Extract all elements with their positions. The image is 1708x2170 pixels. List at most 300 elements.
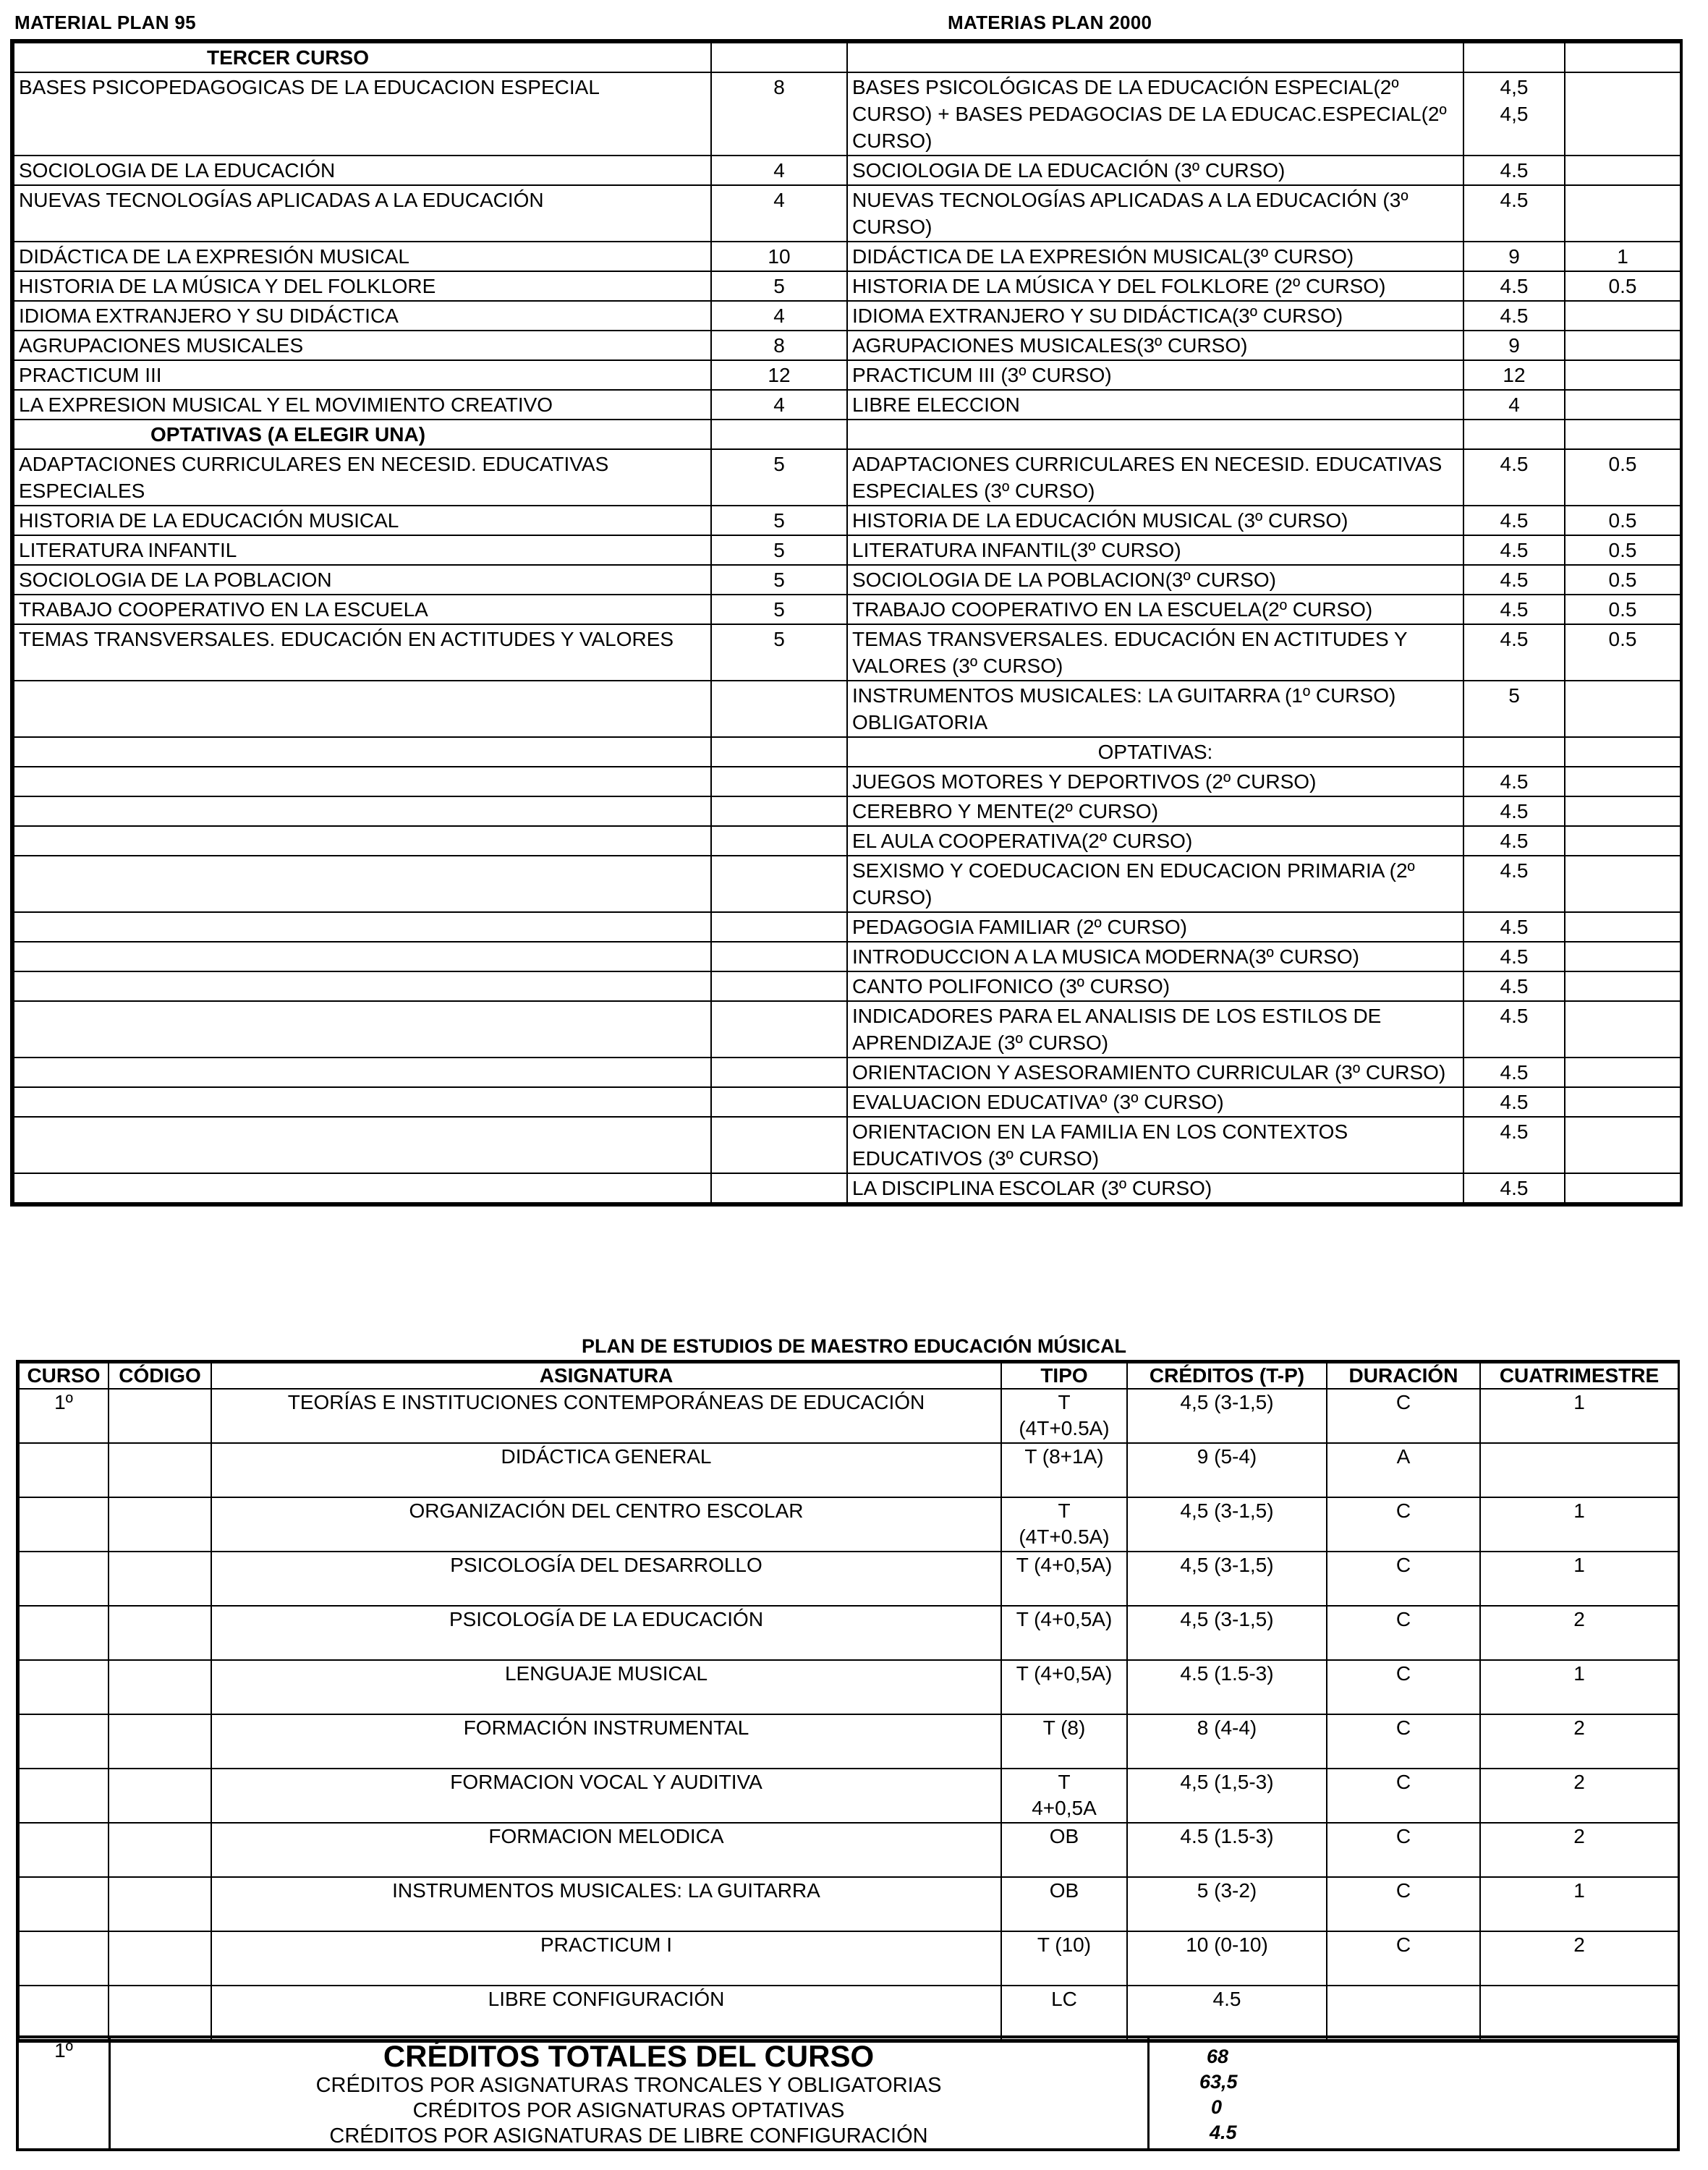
plan2000-optativa-row xyxy=(14,912,1681,942)
plan95-subject xyxy=(14,1087,711,1117)
plan-curso xyxy=(19,1769,109,1823)
plan2000-subject: INSTRUMENTOS MUSICALES: LA GUITARRA (1º CURSO) OBLIGATORIA xyxy=(847,681,1463,737)
plan95-credits: 5 xyxy=(711,271,847,301)
plan2000-extra-credits: 0.5 xyxy=(1565,535,1681,565)
plan2000-optativa-credits: 4.5 xyxy=(1463,826,1565,856)
plan2000-optativas-label: OPTATIVAS: xyxy=(847,737,1463,767)
plan-curso xyxy=(19,1606,109,1660)
plan2000-optativa-credits: 4.5 xyxy=(1463,971,1565,1001)
plan2000-credits: 4.5 xyxy=(1463,156,1565,185)
totals-block xyxy=(16,2035,1680,2151)
plan95-credits xyxy=(711,1001,847,1058)
plan-creditos: 8 (4-4) xyxy=(1127,1714,1327,1769)
plan2000-optativa-name: CEREBRO Y MENTE(2º CURSO) xyxy=(847,796,1463,826)
col-duracion: DURACIÓN xyxy=(1327,1363,1480,1389)
plan-cuatrimestre: 2 xyxy=(1480,1714,1678,1769)
plan-asignatura: PSICOLOGÍA DE LA EDUCACIÓN xyxy=(211,1606,1001,1660)
plan-asignatura: FORMACION MELODICA xyxy=(211,1823,1001,1877)
comparison-row xyxy=(14,360,1681,390)
plan-curso xyxy=(19,1714,109,1769)
plan-creditos: 4,5 (1,5-3) xyxy=(1127,1769,1327,1823)
plan2000-subject: LIBRE ELECCION xyxy=(847,390,1463,420)
plan2000-optativa-row xyxy=(14,1173,1681,1203)
plan-cuatrimestre xyxy=(1480,1443,1678,1497)
plan-table xyxy=(16,1360,1680,2043)
new-credits-cell xyxy=(1463,43,1565,72)
plan-duracion: C xyxy=(1327,1877,1480,1931)
cell-line: 4,5 xyxy=(1500,76,1529,98)
plan2000-subject: LITERATURA INFANTIL(3º CURSO) xyxy=(847,535,1463,565)
plan-tipo: T (10) xyxy=(1001,1931,1127,1986)
plan95-credits: 5 xyxy=(711,506,847,535)
plan95-subject xyxy=(14,971,711,1001)
old-credits-cell xyxy=(711,43,847,72)
plan2000-credits: 4.5 xyxy=(1463,185,1565,242)
plan95-subject xyxy=(14,1173,711,1203)
plan95-credits xyxy=(711,796,847,826)
plan-codigo xyxy=(109,1877,211,1931)
plan2000-optativa-name: CANTO POLIFONICO (3º CURSO) xyxy=(847,971,1463,1001)
plan2000-credits: 4.5 xyxy=(1463,624,1565,681)
plan95-subject xyxy=(14,737,711,767)
plan-cuatrimestre: 2 xyxy=(1480,1606,1678,1660)
plan-row xyxy=(19,1443,1678,1497)
extra-credits-cell xyxy=(1565,43,1681,72)
section-optativas xyxy=(14,420,711,449)
col-curso: CURSO xyxy=(19,1363,109,1389)
cell-line: 4+0,5A xyxy=(1032,1797,1097,1819)
plan-duracion: A xyxy=(1327,1443,1480,1497)
plan95-credits xyxy=(711,681,847,737)
col-codigo: CÓDIGO xyxy=(109,1363,211,1389)
plan-codigo xyxy=(109,1823,211,1877)
col-creditos: CRÉDITOS (T-P) xyxy=(1127,1363,1327,1389)
plan95-credits: 4 xyxy=(711,156,847,185)
plan-row xyxy=(19,1931,1678,1986)
plan2000-optativa-credits: 4.5 xyxy=(1463,796,1565,826)
plan95-subject xyxy=(14,1058,711,1087)
plan-tipo xyxy=(1001,1769,1127,1823)
plan-asignatura: PRACTICUM I xyxy=(211,1931,1001,1986)
plan2000-credits: 9 xyxy=(1463,242,1565,271)
plan2000-optativa-name: SEXISMO Y COEDUCACION EN EDUCACION PRIMARIA (2º CURSO) xyxy=(847,856,1463,912)
plan-cuatrimestre: 1 xyxy=(1480,1552,1678,1606)
plan2000-optativa-name: INDICADORES PARA EL ANALISIS DE LOS ESTILOS DE APRENDIZAJE (3º CURSO) xyxy=(847,1001,1463,1058)
comparison-row xyxy=(14,301,1681,331)
section-tercer-curso xyxy=(14,43,711,72)
plan2000-credits: 4.5 xyxy=(1463,535,1565,565)
plan-tipo xyxy=(1001,1497,1127,1552)
plan-asignatura: ORGANIZACIÓN DEL CENTRO ESCOLAR xyxy=(211,1497,1001,1552)
plan-codigo xyxy=(109,1714,211,1769)
comparison-row xyxy=(14,390,1681,420)
plan-asignatura: FORMACION VOCAL Y AUDITIVA xyxy=(211,1769,1001,1823)
plan-row xyxy=(19,1714,1678,1769)
plan-duracion: C xyxy=(1327,1714,1480,1769)
plan-codigo xyxy=(109,1389,211,1443)
plan95-subject: SOCIOLOGIA DE LA EDUCACIÓN xyxy=(14,156,711,185)
plan95-subject: HISTORIA DE LA EDUCACIÓN MUSICAL xyxy=(14,506,711,535)
plan95-subject: PRACTICUM III xyxy=(14,360,711,390)
cell-line: T xyxy=(1058,1499,1071,1522)
plan95-subject: LITERATURA INFANTIL xyxy=(14,535,711,565)
header-plan-95: MATERIAL PLAN 95 xyxy=(14,12,196,33)
totals-main-label: CRÉDITOS TOTALES DEL CURSO xyxy=(383,2039,875,2073)
cell-line: T xyxy=(1058,1391,1071,1413)
plan95-subject: IDIOMA EXTRANJERO Y SU DIDÁCTICA xyxy=(14,301,711,331)
plan-tipo: T (4+0,5A) xyxy=(1001,1552,1127,1606)
plan95-subject xyxy=(14,1117,711,1173)
plan2000-extra-credits xyxy=(1565,1001,1681,1058)
plan-tipo: T (8+1A) xyxy=(1001,1443,1127,1497)
plan-duracion: C xyxy=(1327,1769,1480,1823)
plan2000-optativa-row xyxy=(14,856,1681,912)
plan95-subject: HISTORIA DE LA MÚSICA Y DEL FOLKLORE xyxy=(14,271,711,301)
plan2000-extra-credits: 1 xyxy=(1565,242,1681,271)
plan2000-extra-credits xyxy=(1565,971,1681,1001)
plan-header-row xyxy=(19,1363,1678,1389)
comparison-row xyxy=(14,156,1681,185)
plan2000-subject: HISTORIA DE LA MÚSICA Y DEL FOLKLORE (2º CURSO) xyxy=(847,271,1463,301)
plan95-credits xyxy=(711,767,847,796)
plan2000-extra-credits xyxy=(1565,1058,1681,1087)
plan2000-optativa-name: INTRODUCCION A LA MUSICA MODERNA(3º CURSO) xyxy=(847,942,1463,971)
plan2000-optativa-row xyxy=(14,1087,1681,1117)
plan2000-optativa-row xyxy=(14,1001,1681,1058)
comparison-row xyxy=(14,595,1681,624)
plan2000-optativa-credits: 4.5 xyxy=(1463,912,1565,942)
plan95-credits xyxy=(711,1117,847,1173)
new-credits-cell xyxy=(1463,420,1565,449)
plan-curso xyxy=(19,1931,109,1986)
plan2000-subject: IDIOMA EXTRANJERO Y SU DIDÁCTICA(3º CURSO) xyxy=(847,301,1463,331)
plan2000-optativa-row xyxy=(14,942,1681,971)
plan95-subject: TRABAJO COOPERATIVO EN LA ESCUELA xyxy=(14,595,711,624)
plan-duracion: C xyxy=(1327,1497,1480,1552)
plan-duracion: C xyxy=(1327,1552,1480,1606)
plan2000-credits xyxy=(1463,72,1565,156)
plan95-subject: ADAPTACIONES CURRICULARES EN NECESID. EDUCATIVAS ESPECIALES xyxy=(14,449,711,506)
plan-duracion: C xyxy=(1327,1823,1480,1877)
plan95-subject: BASES PSICOPEDAGOGICAS DE LA EDUCACION ESPECIAL xyxy=(14,72,711,156)
plan2000-subject: PRACTICUM III (3º CURSO) xyxy=(847,360,1463,390)
plan-codigo xyxy=(109,1931,211,1986)
plan-tipo: T (4+0,5A) xyxy=(1001,1606,1127,1660)
new-subject-cell xyxy=(847,420,1463,449)
plan2000-optativa-credits: 4.5 xyxy=(1463,1117,1565,1173)
plan2000-extra-credits: 0.5 xyxy=(1565,449,1681,506)
plan2000-subject: DIDÁCTICA DE LA EXPRESIÓN MUSICAL(3º CURSO) xyxy=(847,242,1463,271)
plan95-subject xyxy=(14,912,711,942)
plan2000-credits: 4.5 xyxy=(1463,595,1565,624)
comparison-row xyxy=(14,72,1681,156)
plan-curso xyxy=(19,1552,109,1606)
totals-values xyxy=(1149,2038,1670,2148)
plan-codigo xyxy=(109,1443,211,1497)
plan-creditos: 4,5 (3-1,5) xyxy=(1127,1497,1327,1552)
plan2000-optativa-name: PEDAGOGIA FAMILIAR (2º CURSO) xyxy=(847,912,1463,942)
plan95-credits: 8 xyxy=(711,331,847,360)
plan95-subject xyxy=(14,796,711,826)
cell-line: T xyxy=(1058,1771,1071,1793)
plan95-subject xyxy=(14,767,711,796)
plan95-subject xyxy=(14,681,711,737)
plan95-subject: AGRUPACIONES MUSICALES xyxy=(14,331,711,360)
plan2000-optativa-credits: 4.5 xyxy=(1463,856,1565,912)
comparison-row xyxy=(14,242,1681,271)
cell-line: (4T+0.5A) xyxy=(1019,1526,1110,1548)
plan2000-extra-credits xyxy=(1565,360,1681,390)
plan-asignatura: TEORÍAS E INSTITUCIONES CONTEMPORÁNEAS DE EDUCACIÓN xyxy=(211,1389,1001,1443)
plan2000-extra-credits xyxy=(1565,185,1681,242)
plan-codigo xyxy=(109,1606,211,1660)
plan-creditos: 9 (5-4) xyxy=(1127,1443,1327,1497)
plan2000-optativa-credits: 4.5 xyxy=(1463,1173,1565,1203)
plan2000-subject: TEMAS TRANSVERSALES. EDUCACIÓN EN ACTITUDES Y VALORES (3º CURSO) xyxy=(847,624,1463,681)
plan-duracion: C xyxy=(1327,1606,1480,1660)
plan2000-subject: ADAPTACIONES CURRICULARES EN NECESID. EDUCATIVAS ESPECIALES (3º CURSO) xyxy=(847,449,1463,506)
plan2000-subject: SOCIOLOGIA DE LA POBLACION(3º CURSO) xyxy=(847,565,1463,595)
totals-libre-value: 4.5 xyxy=(1210,2122,1237,2143)
plan-creditos: 10 (0-10) xyxy=(1127,1931,1327,1986)
plan-tipo: OB xyxy=(1001,1877,1127,1931)
section-optativas-row xyxy=(14,420,1681,449)
comparison-row xyxy=(14,506,1681,535)
plan2000-extra-credits: 0.5 xyxy=(1565,595,1681,624)
plan-codigo xyxy=(109,1552,211,1606)
plan-row xyxy=(19,1660,1678,1714)
plan95-credits: 5 xyxy=(711,624,847,681)
plan95-credits xyxy=(711,912,847,942)
plan-asignatura: FORMACIÓN INSTRUMENTAL xyxy=(211,1714,1001,1769)
comparison-table xyxy=(10,39,1683,1207)
plan2000-extra-credits xyxy=(1565,390,1681,420)
plan-curso xyxy=(19,1497,109,1552)
plan2000-extra-credits xyxy=(1565,767,1681,796)
section-tercer-curso-row xyxy=(14,43,1681,72)
plan-curso xyxy=(19,1660,109,1714)
plan95-credits xyxy=(711,971,847,1001)
plan2000-optativa-credits: 4.5 xyxy=(1463,1087,1565,1117)
plan-tipo xyxy=(1001,1389,1127,1443)
col-tipo: TIPO xyxy=(1001,1363,1127,1389)
plan-curso: 1º xyxy=(19,1389,109,1443)
plan-tipo: OB xyxy=(1001,1823,1127,1877)
totals-optativas-label: CRÉDITOS POR ASIGNATURAS OPTATIVAS xyxy=(412,2099,845,2122)
plan95-credits: 10 xyxy=(711,242,847,271)
plan-row xyxy=(19,1606,1678,1660)
plan2000-extra-credits xyxy=(1565,942,1681,971)
plan-tipo: T (4+0,5A) xyxy=(1001,1660,1127,1714)
plan2000-extra-credits: 0.5 xyxy=(1565,506,1681,535)
plan2000-optativa-name: EVALUACION EDUCATIVAº (3º CURSO) xyxy=(847,1087,1463,1117)
plan-curso xyxy=(19,1823,109,1877)
plan-row xyxy=(19,1823,1678,1877)
old-credits-cell xyxy=(711,420,847,449)
plan95-credits: 5 xyxy=(711,595,847,624)
header-plan-2000: MATERIAS PLAN 2000 xyxy=(948,12,1152,33)
plan95-subject xyxy=(14,942,711,971)
plan95-credits xyxy=(711,942,847,971)
plan2000-optativa-credits: 4.5 xyxy=(1463,942,1565,971)
new-subject-cell xyxy=(847,43,1463,72)
plan-codigo xyxy=(109,1986,211,2040)
plan-curso xyxy=(19,1443,109,1497)
plan-codigo xyxy=(109,1497,211,1552)
plan2000-optativa-credits: 4.5 xyxy=(1463,767,1565,796)
comparison-row xyxy=(14,565,1681,595)
cell-line: (4T+0.5A) xyxy=(1019,1417,1110,1439)
plan95-subject: LA EXPRESION MUSICAL Y EL MOVIMIENTO CREATIVO xyxy=(14,390,711,420)
plan-codigo xyxy=(109,1769,211,1823)
plan2000-extra-credits xyxy=(1565,72,1681,156)
plan-cuatrimestre xyxy=(1480,1986,1678,2040)
plan2000-optativa-row xyxy=(14,796,1681,826)
plan2000-extra-credits xyxy=(1565,301,1681,331)
plan-cuatrimestre: 2 xyxy=(1480,1931,1678,1986)
plan95-subject: TEMAS TRANSVERSALES. EDUCACIÓN EN ACTITUDES Y VALORES xyxy=(14,624,711,681)
plan2000-credits: 4 xyxy=(1463,390,1565,420)
plan-table-body xyxy=(19,1389,1678,2040)
plan2000-extra-credits xyxy=(1565,681,1681,737)
plan-row xyxy=(19,1552,1678,1606)
plan2000-optativa-name: JUEGOS MOTORES Y DEPORTIVOS (2º CURSO) xyxy=(847,767,1463,796)
plan2000-optativa-row xyxy=(14,971,1681,1001)
plan2000-optativa-row xyxy=(14,1058,1681,1087)
plan95-credits: 12 xyxy=(711,360,847,390)
plan2000-credits: 4.5 xyxy=(1463,565,1565,595)
plan2000-credits: 4.5 xyxy=(1463,506,1565,535)
comparison-row xyxy=(14,185,1681,242)
section-tercer-curso-label: TERCER CURSO xyxy=(206,46,369,69)
plan2000-subject: SOCIOLOGIA DE LA EDUCACIÓN (3º CURSO) xyxy=(847,156,1463,185)
plan-asignatura: LENGUAJE MUSICAL xyxy=(211,1660,1001,1714)
plan2000-extra-credits xyxy=(1565,1087,1681,1117)
plan-asignatura: PSICOLOGÍA DEL DESARROLLO xyxy=(211,1552,1001,1606)
plan95-credits xyxy=(711,826,847,856)
plan-cuatrimestre: 2 xyxy=(1480,1823,1678,1877)
totals-labels xyxy=(110,2038,1150,2148)
cell-line: 4,5 xyxy=(1500,103,1529,125)
plan-tipo: T (8) xyxy=(1001,1714,1127,1769)
plan-duracion: C xyxy=(1327,1389,1480,1443)
plan2000-optativa-row xyxy=(14,1117,1681,1173)
plan2000-optativa-name: EL AULA COOPERATIVA(2º CURSO) xyxy=(847,826,1463,856)
plan-creditos: 4.5 (1.5-3) xyxy=(1127,1660,1327,1714)
plan95-credits: 4 xyxy=(711,185,847,242)
plan2000-extra-credits xyxy=(1565,1173,1681,1203)
totals-troncales-label: CRÉDITOS POR ASIGNATURAS TRONCALES Y OBLIGATORIAS xyxy=(315,2074,942,2097)
plan-creditos: 5 (3-2) xyxy=(1127,1877,1327,1931)
plan95-credits xyxy=(711,856,847,912)
plan95-subject: NUEVAS TECNOLOGÍAS APLICADAS A LA EDUCACIÓN xyxy=(14,185,711,242)
plan-asignatura: LIBRE CONFIGURACIÓN xyxy=(211,1986,1001,2040)
plan95-subject xyxy=(14,1001,711,1058)
plan2000-credits: 4.5 xyxy=(1463,449,1565,506)
plan2000-credits: 4.5 xyxy=(1463,271,1565,301)
plan2000-optativa-name: ORIENTACION Y ASESORAMIENTO CURRICULAR (3º CURSO) xyxy=(847,1058,1463,1087)
plan-cuatrimestre: 1 xyxy=(1480,1877,1678,1931)
plan-duracion: C xyxy=(1327,1931,1480,1986)
plan95-credits: 5 xyxy=(711,449,847,506)
plan95-credits xyxy=(711,737,847,767)
plan2000-credits: 9 xyxy=(1463,331,1565,360)
plan95-credits: 5 xyxy=(711,565,847,595)
plan2000-extra-credits xyxy=(1565,1117,1681,1173)
plan95-credits xyxy=(711,1087,847,1117)
plan95-subject xyxy=(14,856,711,912)
col-cuatrimestre: CUATRIMESTRE xyxy=(1480,1363,1678,1389)
plan-asignatura: DIDÁCTICA GENERAL xyxy=(211,1443,1001,1497)
plan2000-extra-credits: 0.5 xyxy=(1565,624,1681,681)
plan-cuatrimestre: 2 xyxy=(1480,1769,1678,1823)
plan2000-credits: 4.5 xyxy=(1463,301,1565,331)
plan-creditos: 4,5 (3-1,5) xyxy=(1127,1552,1327,1606)
plan-row xyxy=(19,1986,1678,2040)
plan-tipo: LC xyxy=(1001,1986,1127,2040)
plan95-credits: 4 xyxy=(711,390,847,420)
plan-duracion xyxy=(1327,1986,1480,2040)
comparison-row xyxy=(14,624,1681,681)
plan2000-subject: HISTORIA DE LA EDUCACIÓN MUSICAL (3º CURSO) xyxy=(847,506,1463,535)
totals-optativas-value: 0 xyxy=(1211,2096,1223,2118)
plan-title: PLAN DE ESTUDIOS DE MAESTRO EDUCACIÓN MÚSICAL xyxy=(581,1335,1127,1357)
totals-libre-label: CRÉDITOS POR ASIGNATURAS DE LIBRE CONFIGURACIÓN xyxy=(329,2124,928,2148)
plan-cuatrimestre: 1 xyxy=(1480,1389,1678,1443)
comparison-table-body xyxy=(14,43,1681,1203)
totals-troncales-value: 63,5 xyxy=(1199,2071,1238,2093)
plan2000-credits xyxy=(1463,737,1565,767)
plan95-credits xyxy=(711,1058,847,1087)
plan2000-credits: 5 xyxy=(1463,681,1565,737)
plan-duracion: C xyxy=(1327,1660,1480,1714)
plan95-credits: 5 xyxy=(711,535,847,565)
plan-row xyxy=(19,1389,1678,1443)
plan-creditos: 4.5 xyxy=(1127,1986,1327,2040)
plan2000-extra-credits xyxy=(1565,156,1681,185)
plan2000-optativa-credits: 4.5 xyxy=(1463,1058,1565,1087)
plan2000-subject: AGRUPACIONES MUSICALES(3º CURSO) xyxy=(847,331,1463,360)
plan95-subject: DIDÁCTICA DE LA EXPRESIÓN MUSICAL xyxy=(14,242,711,271)
totals-total-value: 68 xyxy=(1207,2046,1229,2067)
comparison-row xyxy=(14,331,1681,360)
plan2000-extra-credits: 0.5 xyxy=(1565,565,1681,595)
plan-creditos: 4,5 (3-1,5) xyxy=(1127,1606,1327,1660)
plan2000-optativas-header-row xyxy=(14,737,1681,767)
plan2000-extra-credits xyxy=(1565,912,1681,942)
plan2000-subject: TRABAJO COOPERATIVO EN LA ESCUELA(2º CURSO) xyxy=(847,595,1463,624)
plan2000-optativa-row xyxy=(14,826,1681,856)
plan-codigo xyxy=(109,1660,211,1714)
plan-creditos: 4,5 (3-1,5) xyxy=(1127,1389,1327,1443)
plan2000-extra-credits xyxy=(1565,331,1681,360)
plan2000-subject: NUEVAS TECNOLOGÍAS APLICADAS A LA EDUCACIÓN (3º CURSO) xyxy=(847,185,1463,242)
plan95-subject xyxy=(14,826,711,856)
plan-row xyxy=(19,1877,1678,1931)
plan2000-extra-credits xyxy=(1565,826,1681,856)
plan2000-optativa-name: LA DISCIPLINA ESCOLAR (3º CURSO) xyxy=(847,1173,1463,1203)
plan2000-extra-credits xyxy=(1565,856,1681,912)
plan2000-optativa-name: ORIENTACION EN LA FAMILIA EN LOS CONTEXTOS EDUCATIVOS (3º CURSO) xyxy=(847,1117,1463,1173)
totals-curso: 1º xyxy=(19,2038,111,2148)
extra-credits-cell xyxy=(1565,420,1681,449)
plan-cuatrimestre: 1 xyxy=(1480,1660,1678,1714)
plan2000-credits: 12 xyxy=(1463,360,1565,390)
plan-curso xyxy=(19,1877,109,1931)
plan95-credits xyxy=(711,1173,847,1203)
comparison-row xyxy=(14,681,1681,737)
plan-asignatura: INSTRUMENTOS MUSICALES: LA GUITARRA xyxy=(211,1877,1001,1931)
